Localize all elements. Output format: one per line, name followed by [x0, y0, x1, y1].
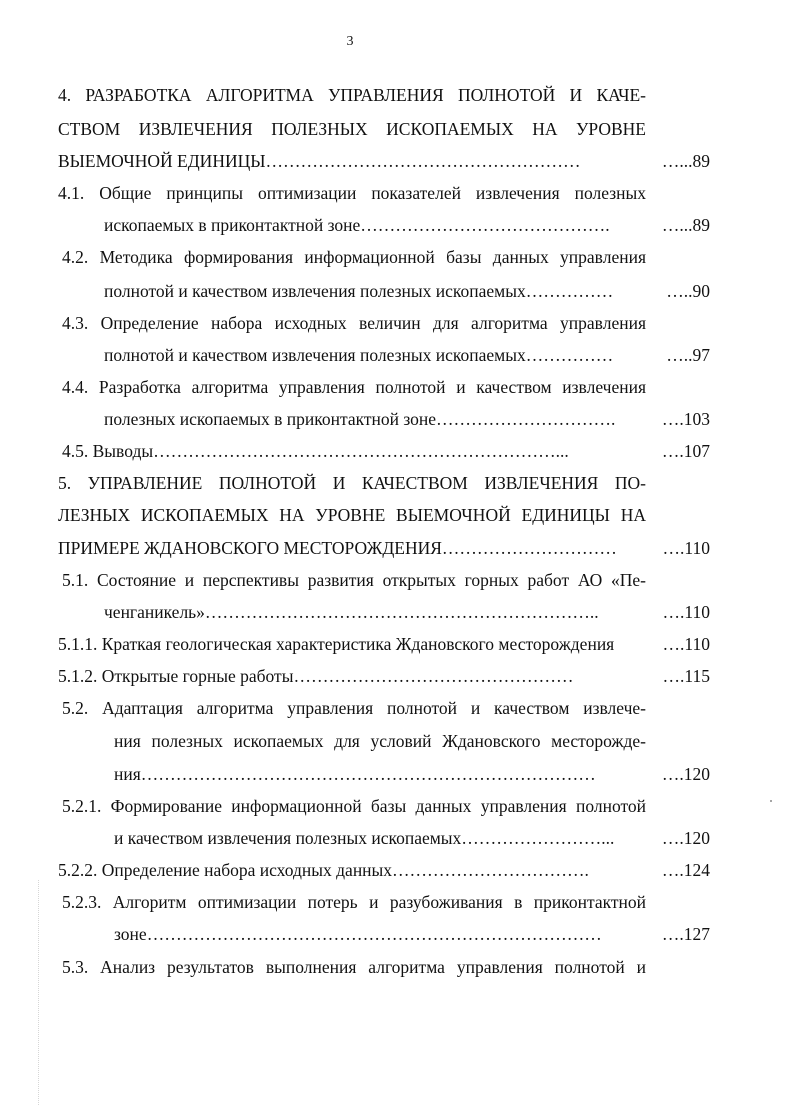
- toc-entry-4-page: …...89: [661, 151, 710, 171]
- toc-entry-5-2-1-line-2: и качеством извлечения полезных ископаемых……………………...: [114, 828, 615, 848]
- page-number: 3: [346, 34, 354, 49]
- toc-entry-5-2-1-page: ….120: [661, 828, 710, 848]
- toc-entry-4-line-2: СТВОМ ИЗВЛЕЧЕНИЯ ПОЛЕЗНЫХ ИСКОПАЕМЫХ НА УРОВНЕ: [58, 119, 646, 139]
- toc-entry-5-1-1-line-1: 5.1.1. Краткая геологическая характеристика Ждановского месторождения: [58, 634, 615, 654]
- toc-entry-4-4-page: ….103: [661, 409, 710, 429]
- toc-entry-5-1-page: ….110: [662, 602, 710, 622]
- toc-entry-4-3-page: …..97: [666, 345, 710, 365]
- toc-entry-5-2-3-page: ….127: [661, 924, 710, 944]
- scan-edge-artifact: [38, 880, 51, 1105]
- toc-entry-4-4-line-1: 4.4. Разработка алгоритма управления полнотой и качеством извлечения: [62, 377, 646, 397]
- toc-entry-5-2-3-line-2: зоне……………………………………………………………………: [114, 924, 602, 944]
- toc-entry-5-2-2-line-1: 5.2.2. Определение набора исходных данных…………………………….: [58, 860, 589, 880]
- toc-entry-5-1-line-2: ченганикель»…………………………………………………………..: [104, 602, 599, 622]
- scan-speck: [770, 800, 772, 802]
- toc-entry-5-3-line-1: 5.3. Анализ результатов выполнения алгоритма управления полнотой и: [62, 957, 646, 977]
- toc-entry-4-1-page: …...89: [661, 215, 710, 235]
- toc-entry-4-2-line-2: полнотой и качеством извлечения полезных ископаемых……………: [104, 281, 614, 301]
- toc-entry-5-page: ….110: [662, 538, 710, 558]
- toc-entry-4-1-line-2: ископаемых в приконтактной зоне…………………………………….: [104, 215, 610, 235]
- toc-entry-5-2-1-line-1: 5.2.1. Формирование информационной базы данных управления полнотой: [62, 796, 646, 816]
- toc-entry-5-line-1: 5. УПРАВЛЕНИЕ ПОЛНОТОЙ И КАЧЕСТВОМ ИЗВЛЕЧЕНИЯ ПО-: [58, 473, 646, 493]
- toc-entry-5-line-2: ЛЕЗНЫХ ИСКОПАЕМЫХ НА УРОВНЕ ВЫЕМОЧНОЙ ЕДИНИЦЫ НА: [58, 505, 646, 525]
- toc-entry-4-5-line-1: 4.5. Выводы……………………………………………………………...: [62, 441, 569, 461]
- toc-entry-5-line-3: ПРИМЕРЕ ЖДАНОВСКОГО МЕСТОРОЖДЕНИЯ…………………………: [58, 538, 617, 558]
- toc-entry-5-2-line-2: ния полезных ископаемых для условий Ждановского месторожде-: [114, 731, 646, 751]
- toc-entry-4-line-3: ВЫЕМОЧНОЙ ЕДИНИЦЫ………………………………………………: [58, 151, 581, 171]
- toc-entry-4-4-line-2: полезных ископаемых в приконтактной зоне………………………….: [104, 409, 616, 429]
- toc-entry-4-1-line-1: 4.1. Общие принципы оптимизации показателей извлечения полезных: [58, 183, 646, 203]
- toc-entry-5-2-page: ….120: [661, 764, 710, 784]
- toc-entry-5-2-3-line-1: 5.2.3. Алгоритм оптимизации потерь и разубоживания в приконтактной: [62, 892, 646, 912]
- toc-entry-5-2-line-3: ния……………………………………………………………………: [114, 764, 596, 784]
- toc-entry-4-5-page: ….107: [661, 441, 710, 461]
- toc-entry-5-2-line-1: 5.2. Адаптация алгоритма управления полнотой и качеством извлече-: [62, 698, 646, 718]
- toc-entry-5-1-1-page: ….110: [662, 634, 710, 654]
- toc-entry-5-1-2-page: ….115: [662, 666, 710, 686]
- toc-entry-5-1-2-line-1: 5.1.2. Открытые горные работы…………………………………………: [58, 666, 574, 686]
- toc-entry-4-3-line-1: 4.3. Определение набора исходных величин для алгоритма управления: [62, 313, 646, 333]
- toc-entry-4-line-1: 4. РАЗРАБОТКА АЛГОРИТМА УПРАВЛЕНИЯ ПОЛНОТОЙ И КАЧЕ-: [58, 85, 646, 105]
- toc-entry-5-2-2-page: ….124: [661, 860, 710, 880]
- toc-entry-5-1-line-1: 5.1. Состояние и перспективы развития открытых горных работ АО «Пе-: [62, 570, 646, 590]
- toc-entry-4-2-page: …..90: [666, 281, 710, 301]
- toc-entry-4-3-line-2: полнотой и качеством извлечения полезных ископаемых……………: [104, 345, 614, 365]
- toc-entry-4-2-line-1: 4.2. Методика формирования информационной базы данных управления: [62, 247, 646, 267]
